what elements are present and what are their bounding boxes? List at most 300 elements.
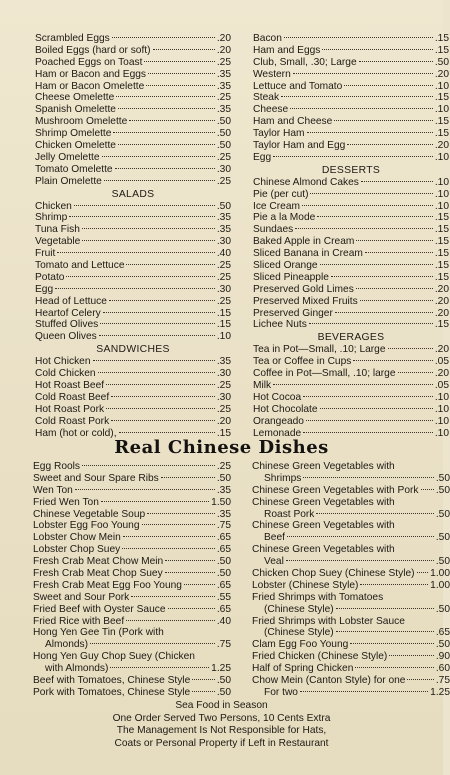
dot-leader — [109, 300, 215, 301]
menu-item-price: .25 — [216, 260, 231, 272]
menu-item-price: .10 — [434, 391, 449, 403]
menu-item-name: (Chinese Style) — [264, 627, 334, 639]
menu-item-price: .15 — [434, 224, 449, 236]
menu-item-name: Stuffed Olives — [35, 319, 99, 331]
menu-item — [253, 69, 449, 81]
menu-item — [33, 461, 231, 473]
menu-item — [253, 92, 449, 104]
menu-item-name: Plain Omelette — [35, 175, 102, 187]
menu-item-price: .10 — [434, 403, 449, 415]
dot-leader — [307, 132, 433, 133]
menu-item-price: .10 — [434, 415, 449, 427]
menu-item-continuation — [252, 604, 450, 616]
menu-item — [253, 416, 449, 428]
menu-item-name: Ham and Eggs — [253, 44, 321, 56]
dot-leader — [102, 156, 215, 157]
menu-item-price: .30 — [216, 391, 231, 403]
menu-item-name: with Almonds) — [45, 663, 109, 675]
menu-item-continuation — [33, 663, 231, 675]
menu-item-name: Heartof Celery — [35, 307, 101, 319]
menu-item-price: 1.25 — [430, 686, 450, 698]
menu-item — [35, 164, 231, 176]
menu-item-name: Fresh Crab Meat Chow Mein — [33, 556, 164, 568]
menu-item — [33, 651, 231, 663]
menu-item-price: .20 — [434, 307, 449, 319]
section-heading: DESSERTS — [321, 164, 381, 176]
dot-leader — [336, 631, 434, 632]
menu-item-price: .15 — [434, 319, 449, 331]
menu-item — [253, 404, 449, 416]
menu-item-name: Cold Chicken — [35, 368, 96, 380]
dot-leader — [98, 372, 215, 373]
menu-item — [35, 176, 231, 188]
dot-leader — [142, 524, 215, 525]
menu-item-name: Pork with Tomatoes, Chinese Style — [33, 686, 191, 698]
menu-item-price: .50 — [216, 128, 231, 140]
dot-leader — [146, 85, 215, 86]
menu-item-price: .35 — [216, 356, 231, 368]
menu-item-price: .50 — [435, 472, 450, 484]
menu-item — [33, 687, 231, 699]
menu-item-price: .15 — [434, 260, 449, 272]
menu-item-price: .50 — [435, 603, 450, 615]
menu-item-name: Lobster (Chinese Style) — [252, 579, 359, 591]
menu-item-name: Jelly Omelette — [35, 151, 100, 163]
dot-leader — [303, 432, 433, 433]
dot-leader — [290, 108, 433, 109]
menu-item-continuation — [252, 627, 450, 639]
menu-item — [252, 520, 450, 532]
menu-item — [253, 319, 449, 331]
menu-item-price: .25 — [216, 295, 231, 307]
menu-item — [35, 380, 231, 392]
menu-item — [33, 556, 231, 568]
menu-item-name: Taylor Ham and Egg — [253, 140, 346, 152]
menu-item — [35, 368, 231, 380]
dot-leader — [316, 513, 433, 514]
menu-item — [253, 344, 449, 356]
menu-item-price: .05 — [434, 380, 449, 392]
menu-item — [35, 57, 231, 69]
menu-item-name: Chicken Omelette — [35, 140, 116, 152]
menu-item-name: Chicken — [35, 200, 72, 212]
menu-column-eggs-salads-sandwiches — [35, 33, 231, 440]
menu-item-name: Lemonade — [253, 427, 302, 439]
dot-leader — [398, 372, 433, 373]
menu-item-name: Tuna Fish — [35, 224, 80, 236]
menu-item-name: Ham or Bacon and Eggs — [35, 68, 146, 80]
menu-item — [33, 520, 231, 532]
dot-leader — [112, 37, 215, 38]
menu-item-price: .25 — [216, 380, 231, 392]
menu-item — [35, 416, 231, 428]
menu-item-price: .50 — [435, 639, 450, 651]
menu-item-name: Lettuce and Tomato — [253, 80, 343, 92]
dot-leader — [184, 584, 215, 585]
menu-item-price: .20 — [434, 344, 449, 356]
menu-item-price: .25 — [216, 175, 231, 187]
menu-item — [35, 248, 231, 260]
dot-leader — [113, 132, 214, 133]
dot-leader — [106, 384, 215, 385]
dot-leader — [111, 396, 215, 397]
menu-item-price: .75 — [216, 520, 231, 532]
menu-item-price: .10 — [216, 331, 231, 343]
menu-item — [35, 392, 231, 404]
menu-item-name: Sliced Banana in Cream — [253, 248, 363, 260]
dot-leader — [110, 667, 209, 668]
menu-item-continuation — [252, 473, 450, 485]
menu-item-price: .40 — [216, 615, 231, 627]
menu-item — [33, 509, 231, 521]
dot-leader — [353, 360, 432, 361]
menu-item-name: Preserved Mixed Fruits — [253, 295, 358, 307]
dot-leader — [55, 288, 215, 289]
menu-item — [253, 392, 449, 404]
menu-item-name: Head of Lettuce — [35, 295, 107, 307]
footer-line-management: The Management Is Not Responsible for Hats, — [116, 725, 327, 736]
menu-item-name: Hot Cocoa — [253, 391, 302, 403]
menu-item — [35, 284, 231, 296]
menu-column-chinese-left — [33, 461, 231, 699]
menu-item-name: Sliced Pineapple — [253, 271, 329, 283]
menu-item — [35, 260, 231, 272]
dot-leader — [75, 489, 215, 490]
dot-leader — [284, 37, 433, 38]
menu-item-name: Egg — [35, 283, 54, 295]
menu-item-price: .10 — [434, 188, 449, 200]
dot-leader — [303, 396, 433, 397]
menu-item-name: Tea in Pot—Small, .10; Large — [253, 344, 386, 356]
menu-item — [35, 69, 231, 81]
menu-item-name: Roast Pork — [264, 508, 315, 520]
menu-item-name: Chow Mein (Canton Style) for one — [252, 675, 406, 687]
menu-item-price: .25 — [216, 403, 231, 415]
footer-line-property: Coats or Personal Property if Left in Restaurant — [114, 737, 329, 749]
menu-item — [35, 81, 231, 93]
menu-item — [35, 272, 231, 284]
dot-leader — [320, 408, 433, 409]
dot-leader — [57, 252, 214, 253]
menu-item-price: .50 — [434, 56, 449, 68]
menu-item — [252, 663, 450, 675]
menu-item-price: .10 — [434, 427, 449, 439]
footer-line-seafood: Sea Food in Season — [175, 700, 268, 711]
menu-item-name: Hot Chocolate — [253, 403, 318, 415]
menu-item-price: .35 — [216, 224, 231, 236]
dot-leader — [192, 691, 215, 692]
dot-leader — [359, 61, 433, 62]
dot-leader — [119, 432, 215, 433]
section-heading: BEVERAGES — [317, 332, 385, 344]
menu-item-price: .20 — [216, 415, 231, 427]
dot-leader — [104, 180, 215, 181]
section-heading: SALADS — [111, 188, 155, 200]
menu-item — [253, 212, 449, 224]
dot-leader — [320, 264, 433, 265]
menu-item-name: Pie (per cut) — [253, 188, 309, 200]
menu-item-price: .10 — [434, 104, 449, 116]
dot-leader — [365, 252, 433, 253]
menu-item-name: Shrimp — [35, 212, 68, 224]
menu-item-name: Hot Roast Pork — [35, 403, 105, 415]
menu-item-name: Taylor Ham — [253, 128, 305, 140]
dot-leader — [126, 264, 214, 265]
dot-leader — [273, 156, 433, 157]
menu-item — [35, 152, 231, 164]
dot-leader — [148, 73, 215, 74]
menu-item — [252, 461, 450, 473]
dot-leader — [93, 360, 215, 361]
menu-item-name: Milk — [253, 380, 272, 392]
menu-item-price: .25 — [216, 461, 231, 472]
menu-item-name: Egg Rools — [33, 461, 81, 472]
dot-leader — [103, 312, 215, 313]
menu-item-name: Sundaes — [253, 224, 294, 236]
menu-item — [33, 675, 231, 687]
dot-leader — [334, 120, 433, 121]
menu-item — [253, 224, 449, 236]
chinese-dishes-title: Real Chinese Dishes — [114, 437, 329, 458]
menu-item-name: Fried Shrimps with Lobster Sauce — [252, 615, 405, 627]
menu-item — [253, 152, 449, 164]
dot-leader — [293, 73, 433, 74]
dot-leader — [69, 216, 215, 217]
menu-item-name: Clam Egg Foo Young — [252, 639, 349, 651]
dot-leader — [417, 572, 429, 573]
menu-item — [35, 404, 231, 416]
dot-leader — [123, 536, 215, 537]
menu-item — [35, 33, 231, 45]
dot-leader — [153, 49, 215, 50]
menu-item-name: Fresh Crab Meat Chop Suey — [33, 568, 163, 580]
menu-item-name: Western — [253, 68, 291, 80]
dot-leader — [355, 667, 433, 668]
menu-item-name: Tomato and Lettuce — [35, 260, 125, 272]
menu-item-name: Coffee in Pot—Small, .10; large — [253, 368, 396, 380]
menu-item-continuation — [252, 509, 450, 521]
dot-leader — [336, 608, 434, 609]
menu-item — [35, 104, 231, 116]
dot-leader — [118, 108, 215, 109]
menu-item-price: .35 — [216, 68, 231, 80]
menu-item-name: Spanish Omelette — [35, 104, 116, 116]
menu-item — [253, 356, 449, 368]
menu-item — [33, 544, 231, 556]
dot-leader — [361, 181, 433, 182]
menu-item-price: .35 — [216, 104, 231, 116]
menu-item-name: Chinese Green Vegetables with — [252, 496, 395, 508]
menu-item-name: Fruit — [35, 248, 56, 260]
menu-item-continuation — [33, 639, 231, 651]
menu-item-price: .20 — [216, 44, 231, 56]
dot-leader — [295, 228, 433, 229]
menu-item-name: Chinese Almond Cakes — [253, 176, 359, 188]
menu-item-name: Sliced Orange — [253, 260, 318, 272]
menu-item-name: Bacon — [253, 33, 282, 44]
menu-item-price: 1.50 — [211, 496, 231, 508]
dot-leader — [407, 679, 433, 680]
menu-item-name: Potato — [35, 271, 65, 283]
menu-item — [35, 356, 231, 368]
dot-leader — [306, 420, 433, 421]
menu-item-price: .35 — [216, 484, 231, 496]
menu-item-price: .15 — [434, 44, 449, 56]
menu-item-price: .30 — [216, 368, 231, 380]
menu-item-price: .15 — [434, 92, 449, 104]
menu-item-name: Chinese Green Vegetables with — [252, 461, 395, 472]
menu-item-name: Lichee Nuts — [253, 319, 307, 331]
menu-item-name: Shrimp Omelette — [35, 128, 112, 140]
menu-item-name: Almonds) — [45, 639, 89, 651]
dot-leader — [161, 477, 215, 478]
menu-item-price: .20 — [216, 33, 231, 44]
menu-item-price: .10 — [434, 176, 449, 188]
dot-leader — [90, 643, 215, 644]
menu-item-price: .10 — [434, 200, 449, 212]
menu-item-name: Cheese Omelette — [35, 92, 115, 104]
menu-item — [35, 296, 231, 308]
menu-item-name: Ham (hot or cold), — [35, 427, 117, 439]
menu-item-price: .30 — [216, 283, 231, 295]
dot-leader — [302, 205, 433, 206]
menu-footer — [0, 700, 443, 750]
menu-item-name: Fried Chicken (Chinese Style) — [252, 651, 388, 663]
menu-item — [253, 45, 449, 57]
menu-item-name: Sweet and Sour Pork — [33, 591, 130, 603]
menu-item-name: Hong Yen Guy Chop Suey (Chicken — [33, 651, 195, 663]
menu-item-price: .15 — [434, 236, 449, 248]
menu-item — [35, 45, 231, 57]
dot-leader — [322, 49, 432, 50]
menu-item-name: Queen Olives — [35, 331, 97, 343]
menu-item-price: 1.00 — [430, 579, 450, 591]
menu-item-price: .15 — [434, 271, 449, 283]
menu-item-price: .20 — [434, 368, 449, 380]
menu-item — [253, 380, 449, 392]
menu-item-name: Vegetable — [35, 236, 81, 248]
menu-item-price: .75 — [435, 675, 450, 687]
menu-item — [252, 675, 450, 687]
menu-item-price: .65 — [216, 544, 231, 556]
menu-item — [252, 592, 450, 604]
menu-item-price: .15 — [434, 212, 449, 224]
menu-item — [33, 568, 231, 580]
menu-item-name: Lobster Chop Suey — [33, 544, 121, 556]
menu-item-price: .15 — [434, 128, 449, 140]
menu-item-price: .25 — [216, 56, 231, 68]
menu-item-name: Fried Wen Ton — [33, 496, 99, 508]
dot-leader — [388, 348, 433, 349]
menu-item — [35, 140, 231, 152]
menu-item — [35, 308, 231, 320]
menu-item-price: .65 — [216, 532, 231, 544]
menu-item-name: Fried Rice with Beef — [33, 615, 125, 627]
menu-item-name: Lobster Chow Mein — [33, 532, 121, 544]
menu-item-price: .65 — [216, 603, 231, 615]
menu-item — [253, 104, 449, 116]
menu-item-name: Orangeado — [253, 415, 304, 427]
menu-item-price: .25 — [216, 271, 231, 283]
dot-leader — [82, 240, 215, 241]
footer-line-order-policy: One Order Served Two Persons, 10 Cents Extra — [112, 712, 331, 724]
menu-item-continuation — [252, 687, 450, 699]
menu-item — [33, 616, 231, 628]
menu-item-name: Cold Roast Beef — [35, 391, 110, 403]
menu-item — [35, 128, 231, 140]
menu-item-price: .50 — [216, 568, 231, 580]
dot-leader — [309, 323, 433, 324]
dot-leader — [356, 240, 432, 241]
menu-item-price: .30 — [216, 163, 231, 175]
dot-leader — [118, 144, 215, 145]
menu-item-price: .55 — [216, 591, 231, 603]
dot-leader — [347, 144, 433, 145]
menu-item — [253, 272, 449, 284]
menu-item-name: Steak — [253, 92, 280, 104]
menu-item-name: Chinese Green Vegetables with — [252, 520, 395, 532]
dot-leader — [281, 96, 433, 97]
menu-item-price: .50 — [216, 686, 231, 698]
menu-column-chinese-right — [252, 461, 450, 699]
dot-leader — [310, 193, 432, 194]
dot-leader — [131, 596, 215, 597]
menu-item-price: .75 — [216, 639, 231, 651]
dot-leader — [344, 85, 433, 86]
menu-item-name: Scrambled Eggs — [35, 33, 110, 44]
menu-item-price: .50 — [216, 556, 231, 568]
menu-item-name: Chinese Green Vegetables with — [252, 544, 395, 556]
menu-item-price: .90 — [435, 651, 450, 663]
dot-leader — [106, 408, 215, 409]
dot-leader — [303, 477, 433, 478]
menu-item — [33, 485, 231, 497]
menu-item — [35, 212, 231, 224]
menu-item-price: .50 — [216, 116, 231, 128]
menu-item-name: Egg — [253, 151, 272, 163]
menu-item-price: .15 — [434, 248, 449, 260]
menu-item-name: Tomato Omelette — [35, 163, 113, 175]
menu-item — [253, 128, 449, 140]
menu-item — [253, 57, 449, 69]
menu-item-price: .20 — [434, 140, 449, 152]
menu-item-price: .30 — [216, 236, 231, 248]
dot-leader — [273, 384, 433, 385]
dot-leader — [100, 323, 215, 324]
menu-item-price: .50 — [435, 508, 450, 520]
menu-item — [253, 248, 449, 260]
menu-item — [252, 568, 450, 580]
dot-leader — [144, 61, 214, 62]
dot-leader — [129, 120, 215, 121]
menu-item-name: Pie a la Mode — [253, 212, 316, 224]
menu-item — [253, 33, 449, 45]
dot-leader — [360, 300, 433, 301]
menu-item — [252, 651, 450, 663]
menu-item — [253, 189, 449, 201]
menu-item — [252, 544, 450, 556]
menu-item-name: Ham and Cheese — [253, 116, 333, 128]
menu-item-price: .25 — [216, 92, 231, 104]
menu-item-name: Poached Eggs on Toast — [35, 56, 143, 68]
menu-item-name: Hot Roast Beef — [35, 380, 105, 392]
menu-item — [35, 236, 231, 248]
menu-item-price: .50 — [435, 556, 450, 568]
menu-item-price: 1.00 — [430, 568, 450, 580]
menu-item-price: .15 — [216, 307, 231, 319]
menu-item — [253, 284, 449, 296]
dot-leader — [82, 228, 215, 229]
